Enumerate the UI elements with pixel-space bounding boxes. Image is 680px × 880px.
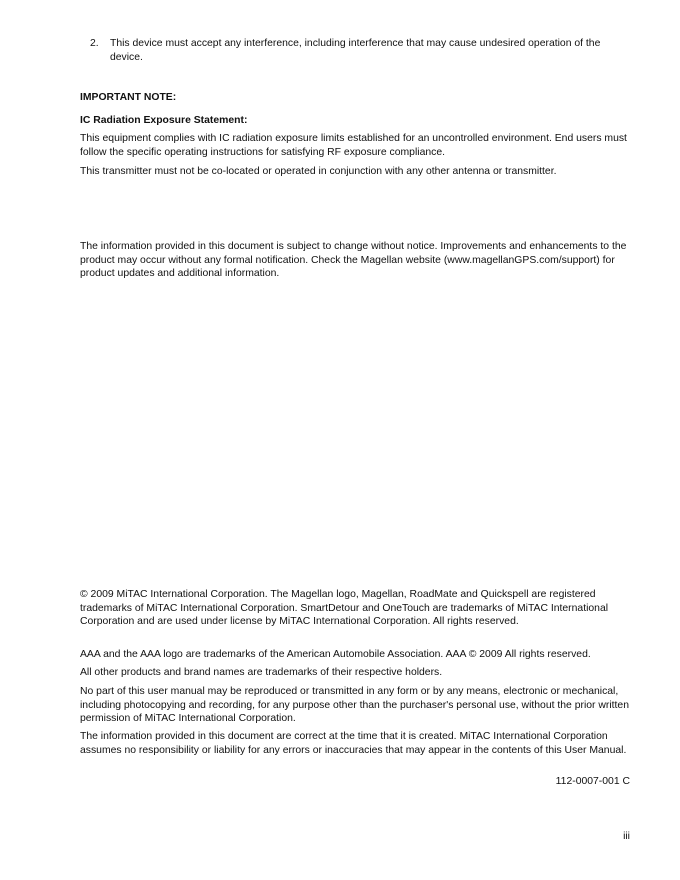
- page-number: iii: [623, 831, 630, 842]
- reproduction-paragraph: No part of this user manual may be reproduced or transmitted in any form or by any means, electronic or mechanical, including photocopying and recording, for any purpose other than the purchaser's personal use, without the prior written permission of MiTAC International Corporation.: [80, 686, 629, 725]
- list-item-number: 2.: [90, 38, 99, 49]
- copyright-paragraph: © 2009 MiTAC International Corporation. The Magellan logo, Magellan, RoadMate and Quickspell are registered trademarks of MiTAC International Corporation. SmartDetour and OneTouch are trademarks of MiTAC International Corporation and are used under license by MiTAC International Corporation. All rights reserved.: [80, 589, 609, 628]
- ic-compliance-paragraph: This equipment complies with IC radiation exposure limits established for an uncontrolled environment. End users must follow the specific operating instructions for satisfying RF exposure compliance.: [80, 133, 627, 158]
- other-brands-paragraph: All other products and brand names are trademarks of their respective holders.: [80, 667, 443, 678]
- list-item-text: This device must accept any interference, including interference that may cause undesired operation of the device.: [110, 38, 601, 63]
- ic-colocation-paragraph: This transmitter must not be co-located or operated in conjunction with any other antenna or transmitter.: [80, 166, 557, 177]
- accuracy-paragraph: The information provided in this document are correct at the time that it is created. MiTAC International Corporation assumes no responsibility or liability for any errors or inaccuracies that may appear in the contents of this User Manual.: [80, 731, 627, 756]
- aaa-trademark-paragraph: AAA and the AAA logo are trademarks of the American Automobile Association. AAA © 2009 All rights reserved.: [80, 649, 591, 660]
- change-notice-paragraph: The information provided in this document is subject to change without notice. Improvements and enhancements to the product may occur without any formal notification. Check the Magellan website (www.magellanGPS.com/support) for product updates and additional information.: [80, 241, 627, 280]
- ic-radiation-heading: IC Radiation Exposure Statement:: [80, 115, 248, 126]
- important-note-heading: IMPORTANT NOTE:: [80, 92, 177, 103]
- document-number: 112-0007-001 C: [555, 776, 630, 787]
